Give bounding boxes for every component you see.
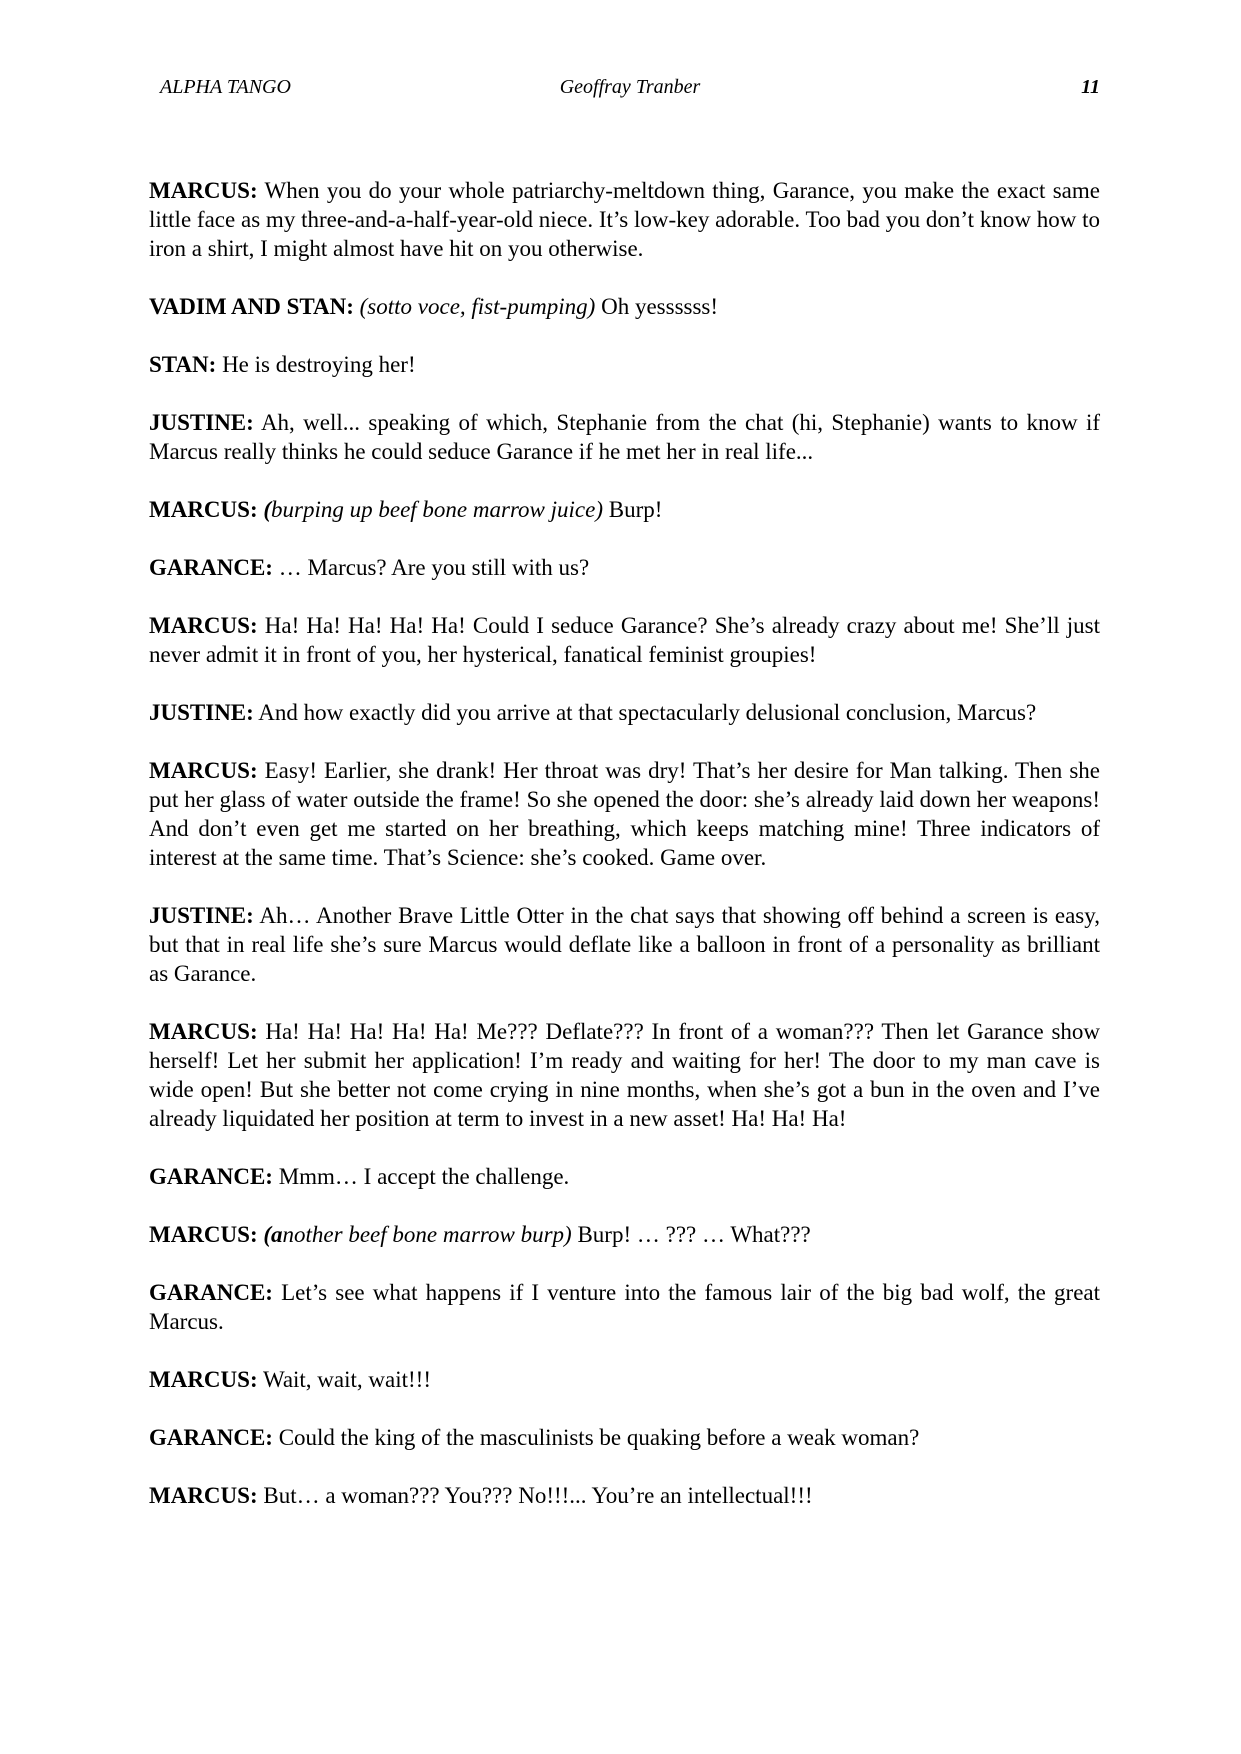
dialogue-text: But… a woman??? You??? No!!!... You’re an intellectual!!! <box>263 1483 813 1508</box>
dialogue-text: Easy! Earlier, she drank! Her throat was dry! That’s her desire for Man talking. Then she put her glass of water outside the frame! So she opened the door: she’s already laid down her weapons! And don’t even get me started on her breathing, which keeps matching mine! Three indicators of interest at the same time. That’s Science: she’s cooked. Game over. <box>149 758 1100 870</box>
dialogue-line <box>149 1017 1100 1133</box>
dialogue-line <box>149 1162 1100 1191</box>
dialogue-line <box>149 495 1100 524</box>
dialogue-text: Ha! Ha! Ha! Ha! Ha! Me??? Deflate??? In front of a woman??? Then let Garance show herself! Let her submit her application! I’m ready and waiting for her! The door to my man cave is wide open! But she better not come crying in nine months, when she’s got a bun in the oven and I’ve already liquidated her position at term to invest in a new asset! Ha! Ha! Ha! <box>149 1019 1100 1131</box>
page-header <box>160 76 1100 106</box>
dialogue-text: And how exactly did you arrive at that spectacularly delusional conclusion, Marcus? <box>258 700 1037 725</box>
stage-direction: burping up beef bone marrow juice) <box>271 497 603 522</box>
speaker-name: MARCUS: <box>149 178 258 203</box>
dialogue-line <box>149 292 1100 321</box>
dialogue-text: Ha! Ha! Ha! Ha! Ha! Could I seduce Garance? She’s already crazy about me! She’ll just never admit it in front of you, her hysterical, fanatical feminist groupies! <box>149 613 1100 667</box>
speaker-name: JUSTINE: <box>149 410 254 435</box>
speaker-name: JUSTINE: <box>149 903 254 928</box>
speaker-name: MARCUS: <box>149 1222 258 1247</box>
page-number: 11 <box>1081 76 1100 98</box>
dialogue-line <box>149 350 1100 379</box>
dialogue-text: Burp! … ??? … What??? <box>577 1222 811 1247</box>
speaker-name: GARANCE: <box>149 555 273 580</box>
speaker-name: JUSTINE: <box>149 700 254 725</box>
script-body <box>149 176 1100 1539</box>
speaker-name: MARCUS: <box>149 1483 258 1508</box>
dialogue-text: Mmm… I accept the challenge. <box>278 1164 570 1189</box>
dialogue-line <box>149 553 1100 582</box>
speaker-name: MARCUS: <box>149 613 258 638</box>
speaker-name: GARANCE: <box>149 1280 273 1305</box>
dialogue-text: Let’s see what happens if I venture into the famous lair of the big bad wolf, the great Marcus. <box>149 1280 1100 1334</box>
header-author: Geoffray Tranber <box>559 76 701 98</box>
dialogue-text: When you do your whole patriarchy-meltdown thing, Garance, you make the exact same little face as my three-and-a-half-year-old niece. It’s low-key adorable. Too bad you don’t know how to iron a shirt, I might almost have hit on you otherwise. <box>149 178 1100 261</box>
dialogue-text: Oh yessssss! <box>601 294 719 319</box>
dialogue-text: Wait, wait, wait!!! <box>262 1367 431 1392</box>
stage-direction-paren: ( <box>263 497 272 522</box>
dialogue-line <box>149 611 1100 669</box>
dialogue-line <box>149 1481 1100 1510</box>
speaker-name: GARANCE: <box>149 1425 273 1450</box>
dialogue-line <box>149 1278 1100 1336</box>
dialogue-text: Ah… Another Brave Little Otter in the chat says that showing off behind a screen is easy, but that in real life she’s sure Marcus would deflate like a balloon in front of a personality as brilliant as Garance. <box>149 903 1100 986</box>
speaker-name: STAN: <box>149 352 217 377</box>
dialogue-line <box>149 698 1100 727</box>
dialogue-line <box>149 1365 1100 1394</box>
dialogue-text: Burp! <box>608 497 663 522</box>
dialogue-line <box>149 408 1100 466</box>
dialogue-line <box>149 176 1100 263</box>
speaker-name: MARCUS: <box>149 1367 258 1392</box>
speaker-name: GARANCE: <box>149 1164 273 1189</box>
dialogue-text: Could the king of the masculinists be quaking before a weak woman? <box>278 1425 920 1450</box>
dialogue-line <box>149 1423 1100 1452</box>
speaker-name: VADIM AND STAN: <box>149 294 354 319</box>
dialogue-text: He is destroying her! <box>222 352 416 377</box>
speaker-name: MARCUS: <box>149 1019 258 1044</box>
header-title: ALPHA TANGO <box>160 76 291 98</box>
dialogue-line <box>149 756 1100 872</box>
dialogue-text: … Marcus? Are you still with us? <box>278 555 590 580</box>
stage-direction: (sotto voce, fist-pumping) <box>359 294 596 319</box>
speaker-name: MARCUS: <box>149 758 258 783</box>
stage-direction: nother beef bone marrow burp) <box>282 1222 572 1247</box>
dialogue-line <box>149 1220 1100 1249</box>
dialogue-line <box>149 901 1100 988</box>
speaker-name: MARCUS: <box>149 497 258 522</box>
dialogue-text: Ah, well... speaking of which, Stephanie from the chat (hi, Stephanie) wants to know if Marcus really thinks he could seduce Garance if he met her in real life... <box>149 410 1101 464</box>
stage-direction-paren: (a <box>263 1222 283 1247</box>
